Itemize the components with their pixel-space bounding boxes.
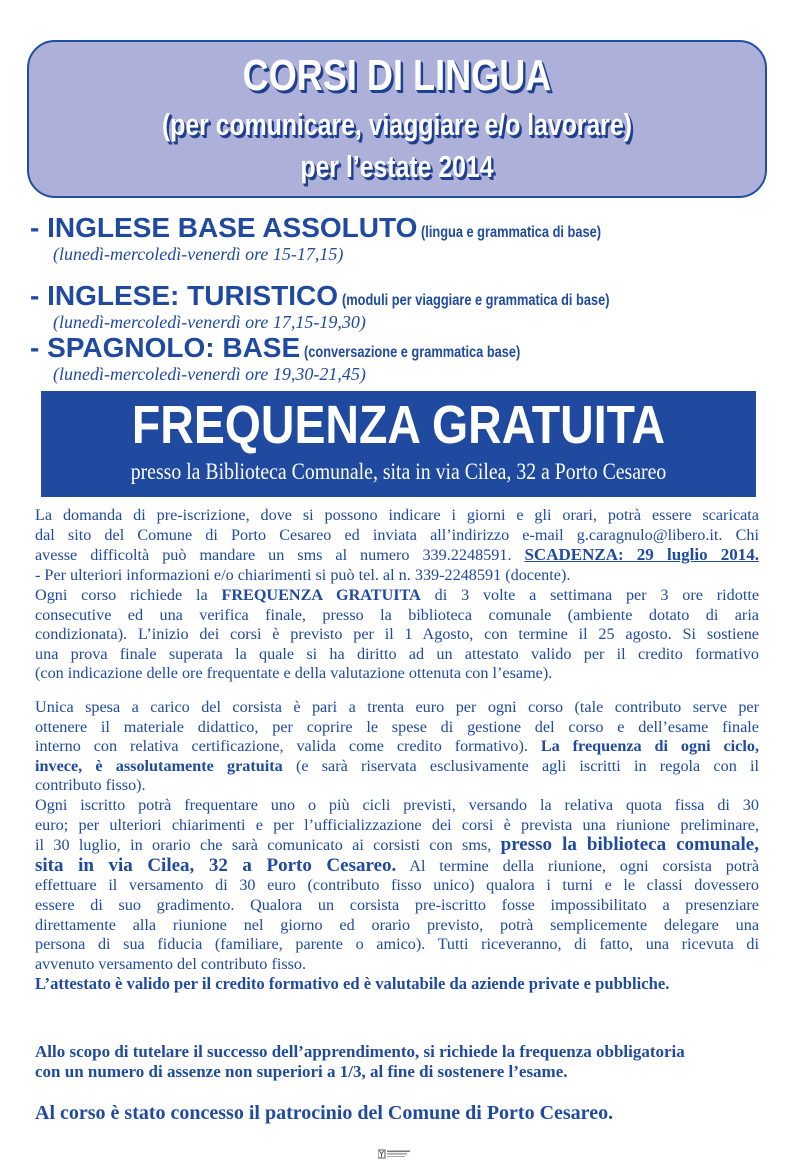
text-line: (con indicazione delle ore frequentate e della valutazione ottenuta con l’esame). — [35, 664, 553, 683]
bold-segment: sita in via Cilea, 32 a Porto Cesareo. — [35, 854, 397, 876]
course-name: - INGLESE BASE ASSOLUTO — [30, 212, 418, 243]
free-attendance-banner — [41, 391, 756, 497]
text-segment: (e sarà riservata esclusivamente agli iscritti in regola con il — [295, 756, 759, 775]
text-line: euro; per ulteriori chiarimenti e per l’ufficializzazione dei corsi è prevista una riunione preliminare, — [35, 815, 759, 834]
text-line: ottenere il materiale didattico, per coprire le spese di gestione del corso e dell’esame finale — [35, 717, 759, 736]
banner-title: FREQUENZA GRATUITA — [131, 395, 666, 455]
text-line — [35, 737, 759, 757]
text-segment: Ogni corso richiede la — [35, 586, 208, 604]
attendance-note — [35, 1042, 685, 1082]
course-schedule: (lunedì-mercoledì-venerdì ore 17,15-19,30) — [53, 312, 366, 332]
printer-logo — [378, 1146, 412, 1156]
cost-paragraph — [35, 698, 759, 796]
bold-segment: FREQUENZA GRATUITA — [221, 586, 421, 604]
text-line — [35, 545, 759, 566]
text-line — [35, 835, 759, 856]
banner-subtitle: presso la Biblioteca Comunale, sita in via Cilea, 32 a Porto Cesareo — [130, 459, 667, 484]
printer-logo-icon — [378, 1149, 412, 1159]
registration-paragraph — [35, 506, 759, 585]
text-line: Unica spesa a carico del corsista è pari a trenta euro per ogni corso (tale contributo serve per — [35, 698, 759, 716]
course-item — [30, 212, 646, 264]
text-line — [35, 586, 759, 606]
patronage-note: Al corso è stato concesso il patrocinio del Comune di Porto Cesareo. — [35, 1102, 614, 1124]
text-line: - Per ulteriori informazioni e/o chiarimenti si può tel. al n. 339-2248591 (docente). — [35, 565, 571, 584]
text-line: con un numero di assenze non superiori a 1/3, al fine di sostenere l’esame. — [35, 1062, 568, 1081]
text-line: dal sito del Comune di Porto Cesareo ed inviata all’indirizzo e-mail g.caragnulo@libero.it. Chi — [35, 525, 759, 544]
course-schedule: (lunedì-mercoledì-venerdì ore 15-17,15) — [53, 244, 344, 264]
text-line: La domanda di pre-iscrizione, dove si possono indicare i giorni e gli orari, potrà essere scaricata — [35, 506, 759, 524]
text-line: avvenuto versamento del contributo fisso. — [35, 954, 307, 973]
text-line: contributo fisso). — [35, 776, 146, 795]
course-description: (conversazione e grammatica base) — [304, 344, 521, 361]
header-subtitle: (per comunicare, viaggiare e/o lavorare) — [161, 107, 633, 142]
text-line: effettuare il versamento di 30 euro (contributo fisso unico) qualora i turni e le classi dovessero — [35, 876, 759, 895]
text-line: direttamente alla riunione nel giorno ed orario previsto, potrà semplicemente delegare una — [35, 915, 759, 934]
course-description: (lingua e grammatica di base) — [421, 224, 602, 241]
text-segment: avesse difficoltà può mandare un sms al numero 339.2248591. — [35, 546, 512, 565]
course-item — [30, 280, 676, 332]
header-title: CORSI DI LINGUA — [242, 51, 552, 100]
bold-segment: La frequenza di ogni ciclo, — [540, 737, 759, 756]
deadline: SCADENZA: 29 luglio 2014. — [524, 545, 760, 565]
text-segment: il 30 luglio, in orario che sarà comunicato ai corsisti con sms, — [35, 836, 492, 855]
bold-segment: invece, è assolutamente gratuita — [35, 756, 283, 775]
text-line: persona di sua fiducia (familiare, parente o amico). Tutti riceveranno, di fatto, una ricevuta di — [35, 935, 759, 954]
text-segment: interno con relativa certificazione, valida come credito formativo). — [35, 737, 528, 756]
course-name: - INGLESE: TURISTICO — [30, 280, 338, 311]
text-segment: Al termine della riunione, ogni corsista potrà — [409, 856, 760, 875]
text-line: Ogni iscritto potrà frequentare uno o più cicli previsti, versando la relativa quota fissa di 30 — [35, 796, 759, 814]
text-line: Allo scopo di tutelare il successo dell’apprendimento, si richiede la frequenza obbligatoria — [35, 1042, 685, 1061]
course-name: - SPAGNOLO: BASE — [30, 332, 301, 363]
text-line: una prova finale superata la quale si ha diritto ad un attestato valido per il credito formativo — [35, 644, 759, 663]
course-description: (moduli per viaggiare e grammatica di base) — [342, 292, 610, 309]
text-line — [35, 856, 759, 877]
text-line — [35, 757, 759, 777]
meeting-paragraph — [35, 796, 759, 994]
course-info-paragraph — [35, 586, 759, 684]
text-line: consecutive ed una verifica finale, presso la biblioteca comunale (ambiente dotato di aria — [35, 605, 759, 624]
text-line: condizionata). L’inizio dei corsi è previsto per il 1 Agosto, con termine il 25 agosto. Si sostiene — [35, 625, 759, 644]
course-schedule: (lunedì-mercoledì-venerdì ore 19,30-21,45) — [53, 364, 366, 384]
text-segment: di 3 volte a settimana per 3 ore ridotte — [434, 586, 760, 604]
header-season: per l’estate 2014 — [300, 149, 494, 184]
course-item — [30, 332, 575, 384]
text-line: essere di suo gradimento. Qualora un corsista pre-iscritto fosse impossibilitato a presenziare — [35, 895, 759, 914]
header-box — [27, 40, 767, 198]
bold-segment: presso la biblioteca comunale, — [500, 834, 759, 856]
certificate-note: L’attestato è valido per il credito formativo ed è valutabile da aziende private e pubbliche. — [35, 974, 670, 994]
